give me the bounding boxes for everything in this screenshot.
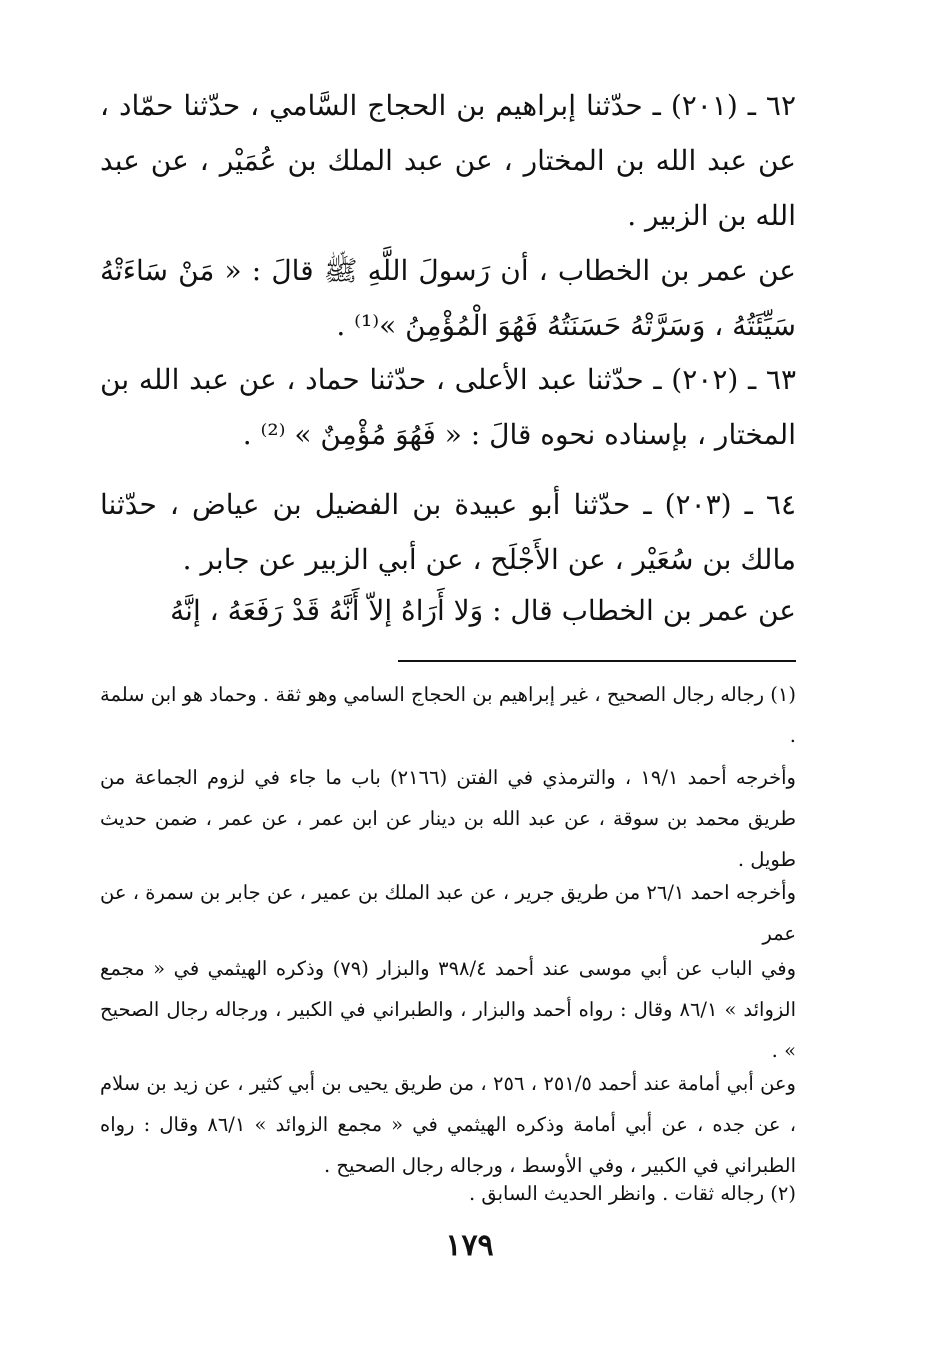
- page-number: ١٧٩: [445, 1228, 494, 1263]
- footnote-1: (١) رجاله رجال الصحيح ، غير إبراهيم بن الحجاج السامي وهو ثقة . وحماد هو ابن سلمة .: [100, 683, 796, 747]
- hadith-64-isnad: ٦٤ ـ (٢٠٣) ـ حدّثنا أبو عبيدة بن الفضيل بن عياض ، حدّثنا مالك بن سُعَيْر ، عن الأَجْلَح ، عن أبي الزبير عن جابر .: [100, 488, 796, 576]
- hadith-63: ٦٣ ـ (٢٠٢) ـ حدّثنا عبد الأعلى ، حدّثنا حماد ، عن عبد الله بن المختار ، بإسناده نحوه قالَ : « فَهُوَ مُؤْمِنٌ » ⁽²⁾ .: [100, 363, 796, 451]
- footnote-1-bab-abi-musa: وفي الباب عن أبي موسى عند أحمد ٣٩٨/٤ والبزار (٧٩) وذكره الهيثمي في « مجمع الزوائد » ٨٦/١ وقال : رواه أحمد والبزار ، والطبراني في الكبير ، ورجاله رجال الصحيح » .: [100, 957, 796, 1062]
- hadith-62-isnad: ٦٢ ـ (٢٠١) ـ حدّثنا إبراهيم بن الحجاج السَّامي ، حدّثنا حمّاد ، عن عبد الله بن المختار ، عن عبد الملك بن عُمَيْر ، عن عبد الله بن الزبير .: [100, 89, 796, 232]
- footnote-1-takhrij-ahmad: وأخرجه احمد ٢٦/١ من طريق جرير ، عن عبد الملك بن عمير ، عن جابر بن سمرة ، عن عمر: [100, 881, 796, 945]
- footnote-1-abi-umama: وعن أبي أمامة عند أحمد ٢٥١/٥ ، ٢٥٦ ، من طريق يحيى بن أبي كثير ، عن زيد بن سلام ، عن جده ، عن أبي أمامة وذكره الهيثمي في « مجمع الزوائد » ٨٦/١ وقال : رواه الطبراني في الكبير ، وفي الأوسط ، ورجاله رجال الصحيح .: [100, 1072, 797, 1177]
- hadith-62-matn: عن عمر بن الخطاب ، أن رَسولَ اللَّهِ ﷺ قالَ : « مَنْ سَاءَتْهُ سَيِّئَتُهُ ، وَسَرَّتْهُ حَسَنَتُهُ فَهُوَ الْمُؤْمِنُ »⁽¹⁾ .: [100, 254, 796, 342]
- footnote-separator: [398, 660, 796, 662]
- footnote-1-takhrij-tirmidhi: وأخرجه أحمد ١٩/١ ، والترمذي في الفتن (٢١٦٦) باب ما جاء في لزوم الجماعة من طريق محمد بن سوقة ، عن عبد الله بن دينار عن ابن عمر ، عن عمر ، ضمن حديث طويل .: [100, 766, 796, 871]
- footnote-2: (٢) رجاله ثقات . وانظر الحديث السابق .: [468, 1182, 796, 1205]
- hadith-64-matn: عن عمر بن الخطاب قال : وَلا أَرَاهُ إلاّ أَنَّهُ قَدْ رَفَعَهُ ، إنَّهُ: [170, 594, 796, 627]
